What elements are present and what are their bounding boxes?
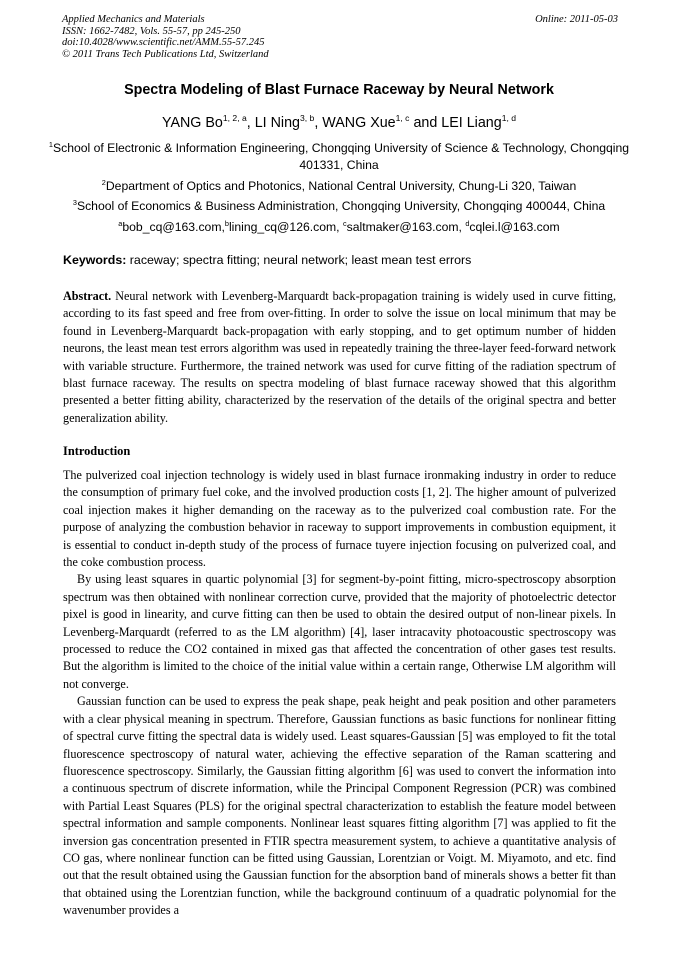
affiliation-text: Department of Optics and Photonics, National Central University, Chung-Li 320, Taiwan — [105, 179, 577, 194]
author-list — [40, 113, 638, 131]
affiliation-text: School of Electronic & Information Engineering, Chongqing University of Science & Technology, Chongqing 401331, China — [52, 141, 630, 172]
author-sup: 1, d — [501, 113, 517, 123]
issn-line: ISSN: 1662-7482, Vols. 55-57, pp 245-250 — [62, 25, 241, 37]
introduction-heading: Introduction — [63, 444, 131, 458]
abstract-text: Neural network with Levenberg-Marquardt back-propagation training is widely used in curve fitting, according to its fast speed and free from over-fitting. In order to solve the issue on local minimum that may be found in Levenberg-Marquardt back-propagation with early stopping, and to get optimum number of hidden neurons, the least mean test errors algorithm was used in repeatedly training the three-layer feed-forward network with variable structure. Furthermore, the trained network was used for curve fitting of the radiation spectrum of blast furnace raceway. The results on spectra modeling of blast furnace raceway showed that this algorithm presented a better fitting ability, characterized by the reservation of the details of the original spectra and better generalization ability. — [63, 289, 616, 425]
email-address: saltmaker@163.com, — [346, 220, 466, 235]
online-date: Online: 2011-05-03 — [535, 14, 618, 25]
journal-name: Applied Mechanics and Materials — [62, 14, 205, 25]
email-sup: d — [465, 219, 470, 228]
email-sup: c — [342, 219, 347, 228]
email-sup: b — [224, 219, 229, 228]
paragraph: The pulverized coal injection technology is widely used in blast furnace ironmaking industry in order to reduce the consumption of primary fuel coke, and the involved production costs [1, 2]. The higher amount of pulverized coal injection makes it higher demanding on the raceway as to the pulverized coal combustion rate. For the purpose of analyzing the combustion behavior in raceway to support improvements in combustion equipment, it is essential to conduct in-depth study of the process of furnace tuyere injection focusing on pulverized coal, and the coke combustion process. — [63, 468, 616, 570]
author-sep: , — [246, 114, 255, 131]
email-line — [40, 216, 638, 236]
email-address: cqlei.l@163.com — [469, 220, 560, 235]
email-sup: a — [118, 219, 123, 228]
affiliation-sup: 2 — [101, 178, 106, 187]
author-sep: , — [314, 114, 323, 131]
paper-title: Spectra Modeling of Blast Furnace Raceway by Neural Network — [124, 82, 554, 98]
affiliation-2 — [40, 175, 638, 195]
affiliation-text: School of Economics & Business Administration, Chongqing University, Chongqing 400044, China — [76, 199, 606, 214]
affiliation-3 — [40, 195, 638, 215]
affiliation-sup: 1 — [48, 140, 53, 149]
author-name: LI Ning — [254, 114, 301, 131]
author-sep: and — [409, 114, 442, 131]
author-sup: 3, b — [300, 113, 315, 123]
abstract-label: Abstract. — [63, 289, 112, 303]
keywords — [63, 253, 623, 267]
doi-line: doi:10.4028/www.scientific.net/AMM.55-57.245 — [62, 37, 265, 49]
email-address: lining_cq@126.com, — [228, 220, 343, 235]
affiliation-1 — [40, 137, 638, 173]
author-name: WANG Xue — [322, 114, 396, 131]
author-sup: 1, 2, a — [222, 113, 247, 123]
email-address: bob_cq@163.com, — [122, 220, 225, 235]
author-name: LEI Liang — [441, 114, 502, 131]
abstract — [63, 288, 616, 427]
paragraph: Gaussian function can be used to express the peak shape, peak height and peak position and other parameters with a clear physical meaning in spectrum. Therefore, Gaussian functions as basic functions for nonlinear fitting of spectral curve fitting the spectral data is widely used. Least squares-Gaussian [5] was employed to fit the total fluorescence spectroscopy of natural water, achieving the effective separation of the Raman scattering and fluorescence spectroscopy. Similarly, the Gaussian fitting algorithm [6] was used to convert the information into a continuous spectrum of discrete information, while the Principal Component Regression (PCR) was combined with Partial Least Squares (PLS) for the original spectral characterization to establish the feature model between spectral information and sample components. Nonlinear least squares fitting algorithm [7] was applied to fit the inversion gas concentration presented in FTIR spectra measurement system, to achieve a quantitative analysis of CO gas, where nonlinear function can be fitted using Gaussian, Lorentzian or Voigt. M. Miyamoto, and etc. find out that the result obtained using the Gaussian function for the absorption band of minerals shows a better fit than that obtained using the Lorentzian function, while the background continuum of a quadratic polynomial for the wavenumber provides a — [63, 694, 616, 918]
keywords-label: Keywords: — [63, 253, 127, 267]
journal-header — [62, 14, 618, 60]
introduction-body — [63, 467, 616, 920]
paragraph: By using least squares in quartic polynomial [3] for segment-by-point fitting, micro-spectroscopy absorption spectrum was then obtained with nonlinear correction curve, provided that the majority of photoelectric detector pixel is good in linearity, and curve fitting can then be used to obtain the desired output of non-linear pixels. In Levenberg-Marquardt (referred to as the LM algorithm) [4], laser intracavity photoacoustic spectroscopy was processed to reduce the CO2 contained in mixed gas that affected the concentration of other gases test results. But the algorithm is limited to the choice of the initial value within a certain range, Otherwise LM algorithm will not converge. — [63, 572, 616, 691]
author-sup: 1, c — [395, 113, 410, 123]
copyright-line: © 2011 Trans Tech Publications Ltd, Switzerland — [62, 48, 269, 60]
affiliation-sup: 3 — [72, 198, 77, 207]
keywords-text: raceway; spectra fitting; neural network; least mean test errors — [126, 253, 472, 267]
author-name: YANG Bo — [161, 114, 223, 131]
